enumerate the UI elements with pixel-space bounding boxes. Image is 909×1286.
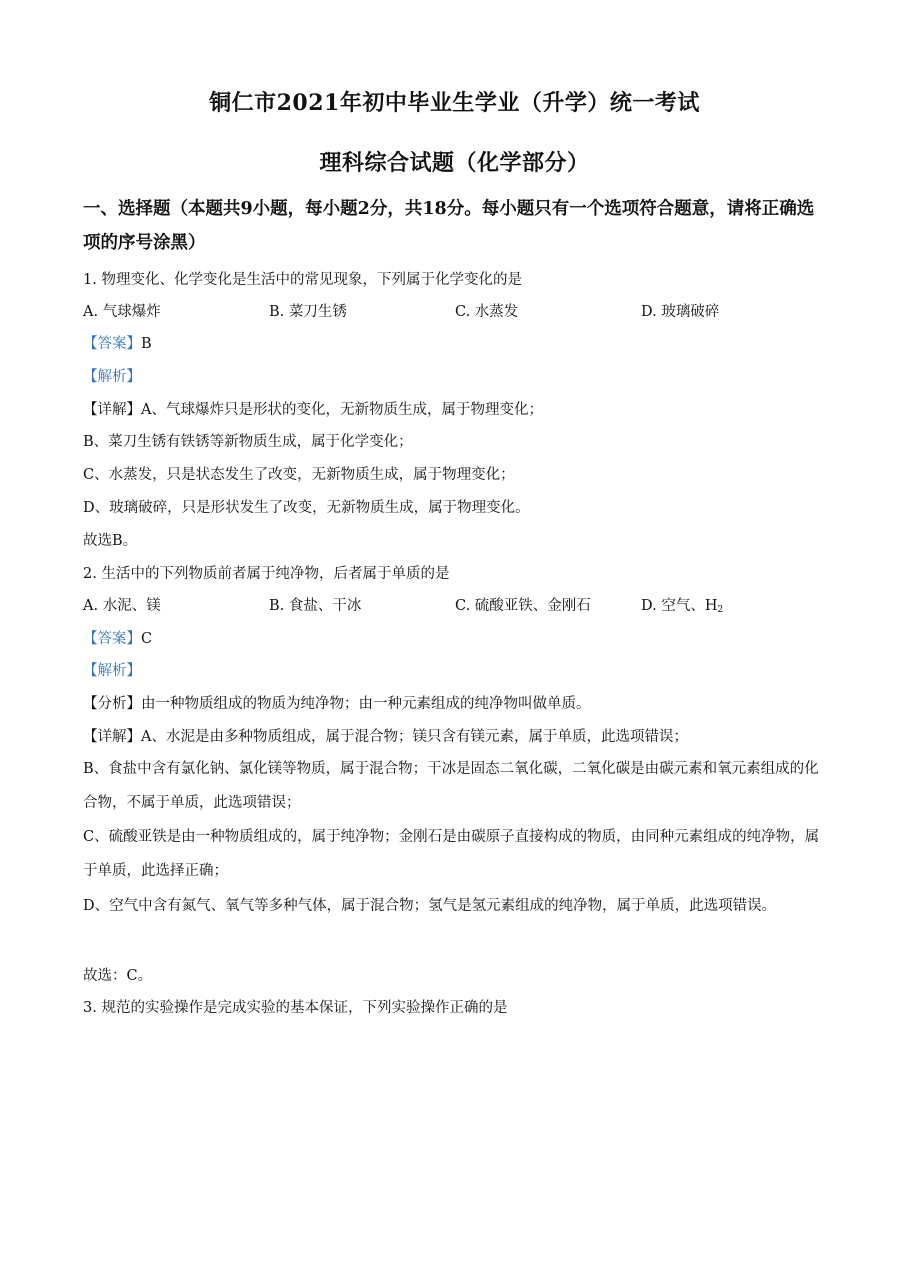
q2-analysis-tag: 【解析】 — [83, 663, 141, 679]
q2-conclusion: 故选：C。 — [83, 968, 153, 984]
q1-analysis-tag: 【解析】 — [83, 369, 141, 385]
answer-value: B — [141, 336, 152, 352]
q1-option-c: C. 水蒸发 — [455, 304, 519, 320]
q2-option-d-text: D. 空气、H — [641, 598, 718, 614]
answer-tag: 【答案】 — [83, 336, 141, 352]
q2-option-d — [641, 596, 723, 620]
q2-detail-c: C、硫酸亚铁是由一种物质组成的，属于纯净物；金刚石是由碳原子直接构成的物质，由同种元素组成的纯净物，属于单质，此选择正确； — [83, 829, 820, 879]
question-2-stem: 2. 生活中的下列物质前者属于纯净物，后者属于单质的是 — [83, 566, 450, 582]
q1-detail-line: D、玻璃破碎，只是形状发生了改变，无新物质生成，属于物理变化。 — [83, 500, 530, 516]
answer-value: C — [141, 631, 153, 647]
q1-conclusion: 故选B。 — [83, 533, 138, 549]
q2-fenxi: 【分析】由一种物质组成的物质为纯净物；由一种元素组成的纯净物叫做单质。 — [83, 696, 591, 712]
q1-option-d: D. 玻璃破碎 — [641, 304, 720, 320]
section-heading: 一、选择题（本题共9小题，每小题2分，共18分。每小题只有一个选项符合题意，请将正确选项的序号涂黑） — [83, 199, 815, 253]
q1-detail-line: B、菜刀生锈有铁锈等新物质生成，属于化学变化； — [83, 434, 413, 450]
exam-title: 铜仁市2021年初中毕业生学业（升学）统一考试 — [209, 90, 700, 116]
q1-answer — [83, 334, 823, 354]
q2-option-b: B. 食盐、干冰 — [269, 598, 362, 614]
q2-option-d-subscript: 2 — [717, 605, 724, 615]
q1-option-a: A. 气球爆炸 — [83, 304, 161, 320]
q1-detail-line: C、水蒸发，只是状态发生了改变，无新物质生成，属于物理变化； — [83, 467, 515, 483]
q1-detail-line: 【详解】A、气球爆炸只是形状的变化，无新物质生成，属于物理变化； — [83, 402, 543, 418]
q2-detail-d: D、空气中含有氮气、氧气等多种气体，属于混合物；氢气是氢元素组成的纯净物，属于单质，此选项错误。 — [83, 898, 777, 914]
answer-tag: 【答案】 — [83, 631, 141, 647]
q1-option-b: B. 菜刀生锈 — [269, 304, 347, 320]
q2-option-a: A. 水泥、镁 — [83, 598, 161, 614]
q2-detail-a: 【详解】A、水泥是由多种物质组成，属于混合物；镁只含有镁元素，属于单质，此选项错误； — [83, 729, 688, 745]
q2-answer — [83, 629, 823, 649]
q2-option-c: C. 硫酸亚铁、金刚石 — [455, 598, 591, 614]
exam-subtitle: 理科综合试题（化学部分） — [319, 150, 590, 176]
q2-detail-b: B、食盐中含有氯化钠、氯化镁等物质，属于混合物；干冰是固态二氧化碳，二氧化碳是由碳元素和氧元素组成的化合物，不属于单质，此选项错误； — [83, 761, 819, 811]
question-1-stem: 1. 物理变化、化学变化是生活中的常见现象，下列属于化学变化的是 — [83, 272, 522, 288]
question-3-stem: 3. 规范的实验操作是完成实验的基本保证，下列实验操作正确的是 — [83, 1000, 508, 1016]
